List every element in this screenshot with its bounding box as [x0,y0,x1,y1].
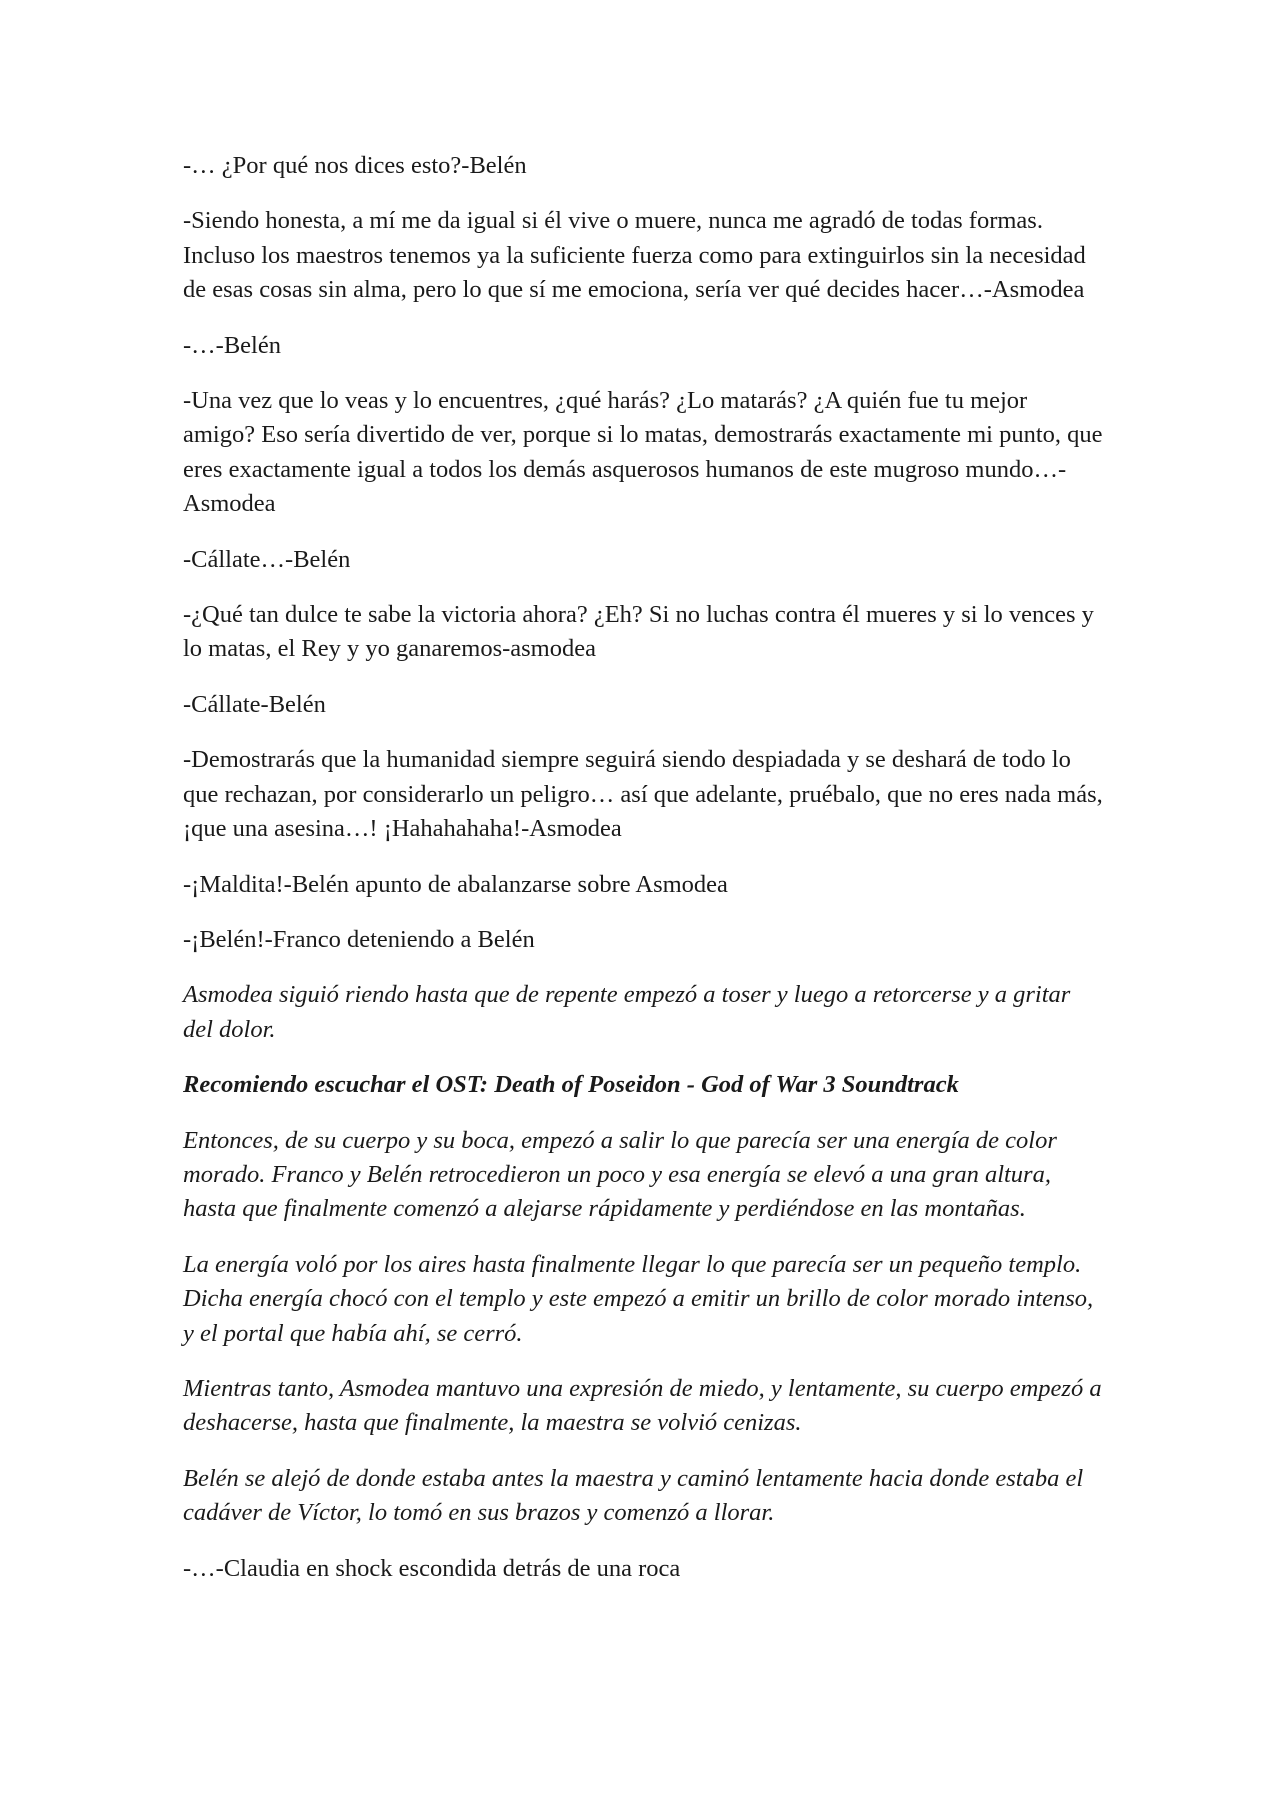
paragraph: -Una vez que lo veas y lo encuentres, ¿qué harás? ¿Lo matarás? ¿A quién fue tu mejor amigo? Eso sería divertido de ver, porque si lo matas, demostrarás exactamente mi punto, que eres exactamente igual a todos los demás asquerosos humanos de este mugroso mundo…-Asmodea [183,387,1103,518]
document-page [183,149,1103,1607]
paragraph: -¿Qué tan dulce te sabe la victoria ahora? ¿Eh? Si no luchas contra él mueres y si lo vences y lo matas, el Rey y yo ganaremos-asmodea [183,601,1094,663]
paragraph: -…-Claudia en shock escondida detrás de una roca [183,1554,681,1582]
paragraph: -… ¿Por qué nos dices esto?-Belén [183,152,527,179]
paragraph: -¡Maldita!-Belén apunto de abalanzarse sobre Asmodea [183,870,728,898]
paragraph: -Cállate…-Belén [183,545,351,573]
soundtrack-recommendation: Recomiendo escuchar el OST: Death of Poseidon - God of War 3 Soundtrack [183,1071,959,1099]
narration-paragraph: Mientras tanto, Asmodea mantuvo una expresión de miedo, y lentamente, su cuerpo empezó a deshacerse, hasta que finalmente, la maestra se volvió cenizas. [183,1374,1102,1437]
paragraph: -Siendo honesta, a mí me da igual si él vive o muere, nunca me agradó de todas formas. Incluso los maestros tenemos ya la suficiente fuerza como para extinguirlos sin la necesidad de esas cosas sin alma, pero lo que sí me emociona, sería ver qué decides hacer…-Asmodea [183,207,1086,304]
narration-paragraph: Belén se alejó de donde estaba antes la maestra y caminó lentamente hacia donde estaba el cadáver de Víctor, lo tomó en sus brazos y comenzó a llorar. [183,1464,1084,1527]
paragraph: -Demostrarás que la humanidad siempre seguirá siendo despiadada y se deshará de todo lo que rechazan, por considerarlo un peligro… así que adelante, pruébalo, que no eres nada más, ¡que una asesina…! ¡Hahahahaha!-Asmodea [183,746,1103,843]
paragraph: -¡Belén!-Franco deteniendo a Belén [183,925,535,953]
narration-paragraph: La energía voló por los aires hasta finalmente llegar lo que parecía ser un pequeño templo. Dicha energía chocó con el templo y este empezó a emitir un brillo de color morado intenso, y el portal que había ahí, se cerró. [183,1250,1094,1347]
narration-paragraph: Entonces, de su cuerpo y su boca, empezó a salir lo que parecía ser una energía de color morado. Franco y Belén retrocedieron un poco y esa energía se elevó a una gran altura, hasta que finalmente comenzó a alejarse rápidamente y perdiéndose en las montañas. [183,1126,1057,1223]
paragraph: -Cállate-Belén [183,690,326,718]
narration-paragraph: Asmodea siguió riendo hasta que de repente empezó a toser y luego a retorcerse y a gritar del dolor. [183,981,1071,1043]
paragraph: -…-Belén [183,331,281,359]
